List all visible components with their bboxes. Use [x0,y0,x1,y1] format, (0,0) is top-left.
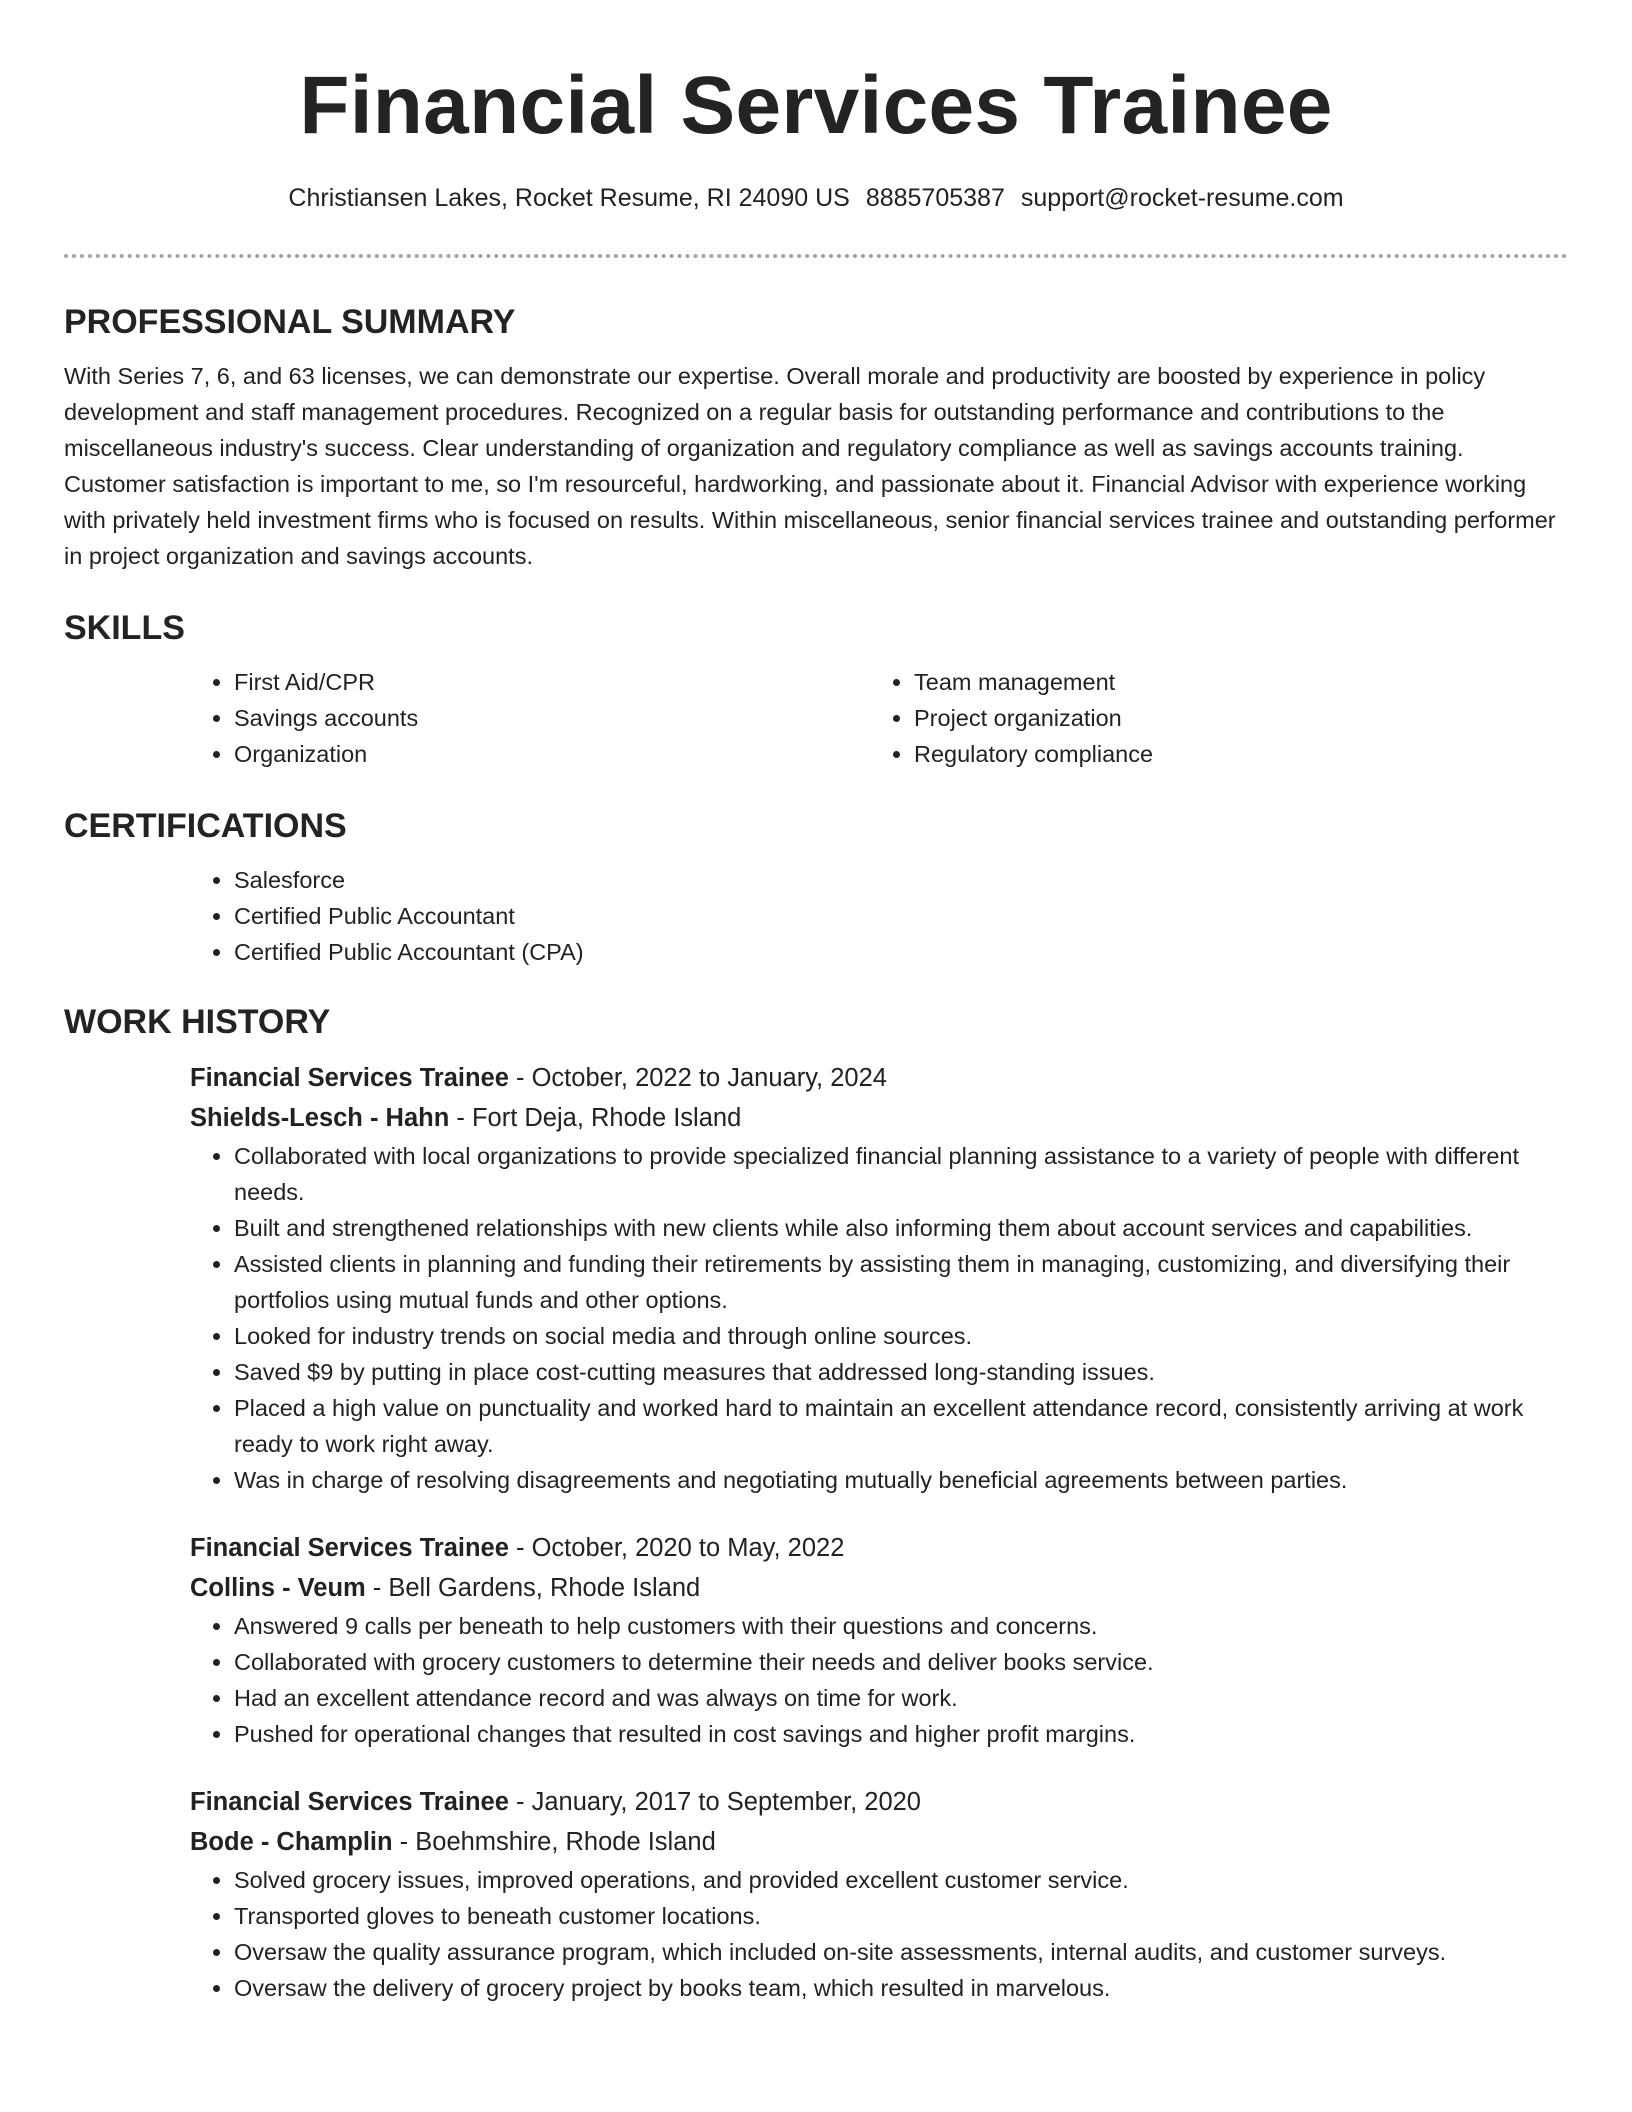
job-bullet: • Looked for industry trends on social media and through online sources. [234,1318,1568,1354]
job-company-line [190,1098,1568,1138]
job-location: - Bell Gardens, Rhode Island [365,1574,701,1602]
contact-line [64,182,1568,214]
resume-name: Financial Services Trainee [299,60,1333,151]
certification-item: • Salesforce [234,862,1568,898]
header-divider [64,254,1568,258]
certifications-list-wrap [190,862,1568,970]
job-location: - Fort Deja, Rhode Island [449,1104,742,1132]
job-dates: - October, 2022 to January, 2024 [508,1064,887,1092]
certification-item: • Certified Public Accountant (CPA) [234,934,1568,970]
work-section [64,1002,1568,2006]
job-bullet: • Pushed for operational changes that resulted in cost savings and higher profit margins. [234,1716,1568,1752]
skills-column-left [190,664,870,772]
job-bullet: • Had an excellent attendance record and was always on time for work. [234,1680,1568,1716]
skill-item: • Team management [914,664,1550,700]
job-bullet: • Placed a high value on punctuality and worked hard to maintain an excellent attendance record, consistently arriving at work ready to work right away. [234,1390,1568,1462]
job-role-line [190,1528,1568,1568]
summary-text: With Series 7, 6, and 63 licenses, we can demonstrate our expertise. Overall morale and productivity are boosted by experience in policy development and staff management procedures. Recognized on a regular basis for outstanding performance and contributions to the miscellaneous industry's success. Clear understanding of organization and regulatory compliance as well as savings accounts training. Customer satisfaction is important to me, so I'm resourceful, hardworking, and passionate about it. Financial Advisor with experience working with privately held investment firms who is focused on results. Within miscellaneous, senior financial services trainee and outstanding performer in project organization and savings accounts. [64,363,1556,569]
work-title: WORK HISTORY [64,1003,331,1041]
job-company: Bode - Champlin [190,1828,393,1856]
skill-item: • First Aid/CPR [234,664,870,700]
job-bullets [190,1862,1568,2006]
job-bullets [190,1608,1568,1752]
job-bullet: • Transported gloves to beneath customer locations. [234,1898,1568,1934]
skill-item: • Savings accounts [234,700,870,736]
summary-section [64,302,1568,574]
skills-column-right [870,664,1550,772]
skill-item: • Regulatory compliance [914,736,1550,772]
skill-item: • Project organization [914,700,1550,736]
job-bullet: • Collaborated with local organizations to provide specialized financial planning assistance to a variety of people with different needs. [234,1138,1568,1210]
job-company-line [190,1822,1568,1862]
job-dates: - January, 2017 to September, 2020 [508,1788,921,1816]
job-role-line [190,1058,1568,1098]
skills-title: SKILLS [64,609,185,647]
job-dates: - October, 2020 to May, 2022 [508,1534,845,1562]
job-bullet: • Built and strengthened relationships with new clients while also informing them about account services and capabilities. [234,1210,1568,1246]
job-bullet: • Oversaw the quality assurance program, which included on-site assessments, internal audits, and customer surveys. [234,1934,1568,1970]
job-location: - Boehmshire, Rhode Island [392,1828,716,1856]
contact-address: Christiansen Lakes, Rocket Resume, RI 24090 US [288,184,850,212]
skills-grid [190,664,1568,772]
job-bullet: • Collaborated with grocery customers to determine their needs and deliver books service. [234,1644,1568,1680]
resume-page [64,0,1568,2006]
job-bullet: • Answered 9 calls per beneath to help customers with their questions and concerns. [234,1608,1568,1644]
job-company-line [190,1568,1568,1608]
skills-section [64,608,1568,772]
job-entry [190,1058,1568,1498]
job-entry [190,1782,1568,2006]
job-bullet: • Was in charge of resolving disagreements and negotiating mutually beneficial agreements between parties. [234,1462,1568,1498]
skill-item: • Organization [234,736,870,772]
certifications-title: CERTIFICATIONS [64,807,347,845]
job-bullet: • Oversaw the delivery of grocery project by books team, which resulted in marvelous. [234,1970,1568,2006]
job-bullets [190,1138,1568,1498]
job-role: Financial Services Trainee [190,1534,509,1562]
job-company: Collins - Veum [190,1574,366,1602]
contact-phone: 8885705387 [865,184,1005,212]
summary-title: PROFESSIONAL SUMMARY [64,303,516,341]
certifications-section [64,806,1568,970]
certification-item: • Certified Public Accountant [234,898,1568,934]
job-role: Financial Services Trainee [190,1788,509,1816]
job-bullet: • Solved grocery issues, improved operations, and provided excellent customer service. [234,1862,1568,1898]
job-bullet: • Assisted clients in planning and funding their retirements by assisting them in managing, customizing, and diversifying their portfolios using mutual funds and other options. [234,1246,1568,1318]
job-role: Financial Services Trainee [190,1064,509,1092]
job-entry [190,1528,1568,1752]
job-role-line [190,1782,1568,1822]
job-bullet: • Saved $9 by putting in place cost-cutting measures that addressed long-standing issues. [234,1354,1568,1390]
job-company: Shields-Lesch - Hahn [190,1104,450,1132]
contact-email: support@rocket-resume.com [1020,184,1344,212]
